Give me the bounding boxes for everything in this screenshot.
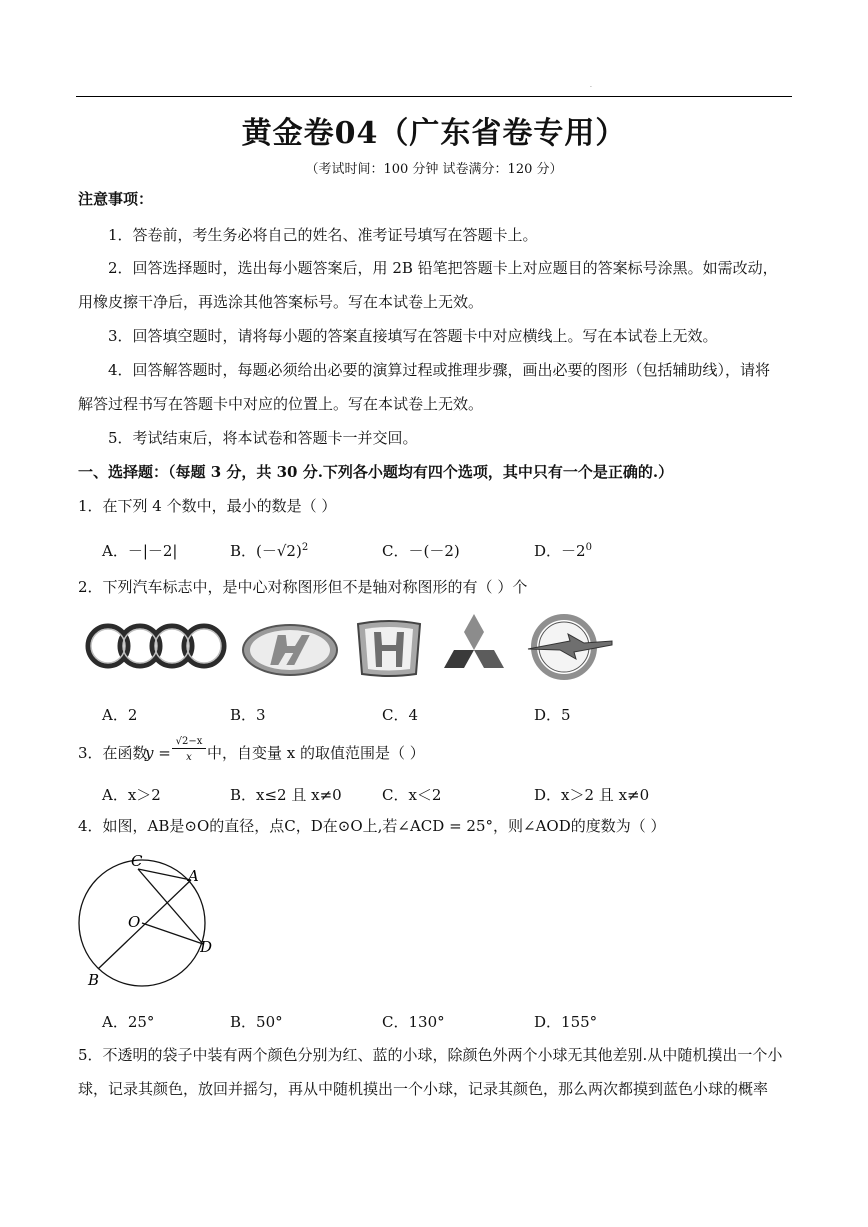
q1-option-d: D．$-2^0$ (534, 542, 592, 560)
q1-option-b: B．$(-√2)^2$ (230, 542, 309, 560)
q3-function-lhs: y = (145, 744, 171, 762)
question-5-line-2: 球，记录其颜色，放回并摇匀，再从中随机摸出一个小球，记录其颜色，那么两次都摸到蓝色小球的概率 (78, 1080, 769, 1098)
q3-fraction-numerator: √2−x (172, 736, 206, 749)
q4-option-b: B．50° (230, 1013, 283, 1031)
question-4-stem: 4．如图，AB是⊙O的直径，点C，D在⊙O上,若∠ACD = 25°，则∠AOD的度数为（ ） (78, 817, 666, 835)
q2-option-d: D．5 (534, 706, 571, 724)
notice-item-4-cont: 解答过程书写在答题卡中对应的位置上。写在本试卷上无效。 (78, 395, 484, 413)
label-a: A (188, 867, 199, 885)
q4-option-d: D．155° (534, 1013, 598, 1031)
label-d: D (200, 938, 213, 956)
q3-stem-prefix: 3．在函数 (78, 744, 148, 762)
section-heading: 一、选择题：（每题 3 分，共 30 分.下列各小题均有四个选项，其中只有一个是正确的.） (78, 463, 674, 481)
notice-item-5: 5．考试结束后，将本试卷和答题卡一并交回。 (108, 429, 418, 447)
q3-option-d: D．x＞2 且 x≠0 (534, 786, 650, 804)
q2-option-a: A．2 (102, 706, 138, 724)
q4-option-a: A．25° (102, 1013, 155, 1031)
q3-option-a: A．x＞2 (102, 786, 161, 804)
notice-item-3: 3．回答填空题时，请将每小题的答案直接填写在答题卡中对应横线上。写在本试卷上无效。 (108, 327, 718, 345)
q3-option-c: C．x＜2 (382, 786, 442, 804)
q2-option-c: C．4 (382, 706, 419, 724)
question-2-stem: 2．下列汽车标志中，是中心对称图形但不是轴对称图形的有（ ）个 (78, 578, 528, 596)
q3-option-b: B．x≤2 且 x≠0 (230, 786, 342, 804)
opel-logo-image (518, 612, 614, 682)
q2-option-b: B．3 (230, 706, 266, 724)
q3-stem-suffix: 中，自变量 x 的取值范围是（ ） (207, 744, 425, 762)
question-1-stem: 1．在下列 4 个数中，最小的数是（ ） (78, 497, 337, 515)
audi-logo-image (84, 620, 228, 672)
circle-geometry-figure (72, 850, 232, 990)
hyundai-logo-image (240, 622, 340, 678)
q1-option-a: A．－|－2| (102, 542, 178, 560)
q1-option-c: C．－(－2) (382, 542, 460, 560)
q4-option-c: C．130° (382, 1013, 445, 1031)
notice-item-4: 4．回答解答题时，每题必须给出必要的演算过程或推理步骤，画出必要的图形（包括辅助线），请将 (108, 361, 771, 379)
notice-item-2-cont: 用橡皮擦干净后，再选涂其他答案标号。写在本试卷上无效。 (78, 293, 484, 311)
q3-fraction-denominator: x (186, 752, 192, 763)
header-rule (76, 96, 792, 97)
label-c: C (131, 852, 143, 870)
notice-item-2: 2．回答选择题时，选出每小题答案后，用 2B 铅笔把答题卡上对应题目的答案标号涂黑。如需改动， (108, 259, 778, 277)
notice-heading: 注意事项： (78, 190, 154, 208)
mitsubishi-logo-image (438, 612, 510, 678)
question-5-line-1: 5．不透明的袋子中装有两个颜色分别为红、蓝的小球，除颜色外两个小球无其他差别.从中随机摸出一个小 (78, 1046, 783, 1064)
page-dot: · (590, 84, 592, 91)
page-title: 黄金卷04（广东省卷专用） (241, 116, 627, 151)
honda-logo-image (354, 618, 424, 678)
exam-info: （考试时间：100 分钟 试卷满分：120 分） (305, 162, 563, 177)
notice-item-1: 1．答卷前，考生务必将自己的姓名、准考证号填写在答题卡上。 (108, 226, 538, 244)
label-o: O (128, 913, 141, 931)
label-b: B (88, 971, 100, 989)
